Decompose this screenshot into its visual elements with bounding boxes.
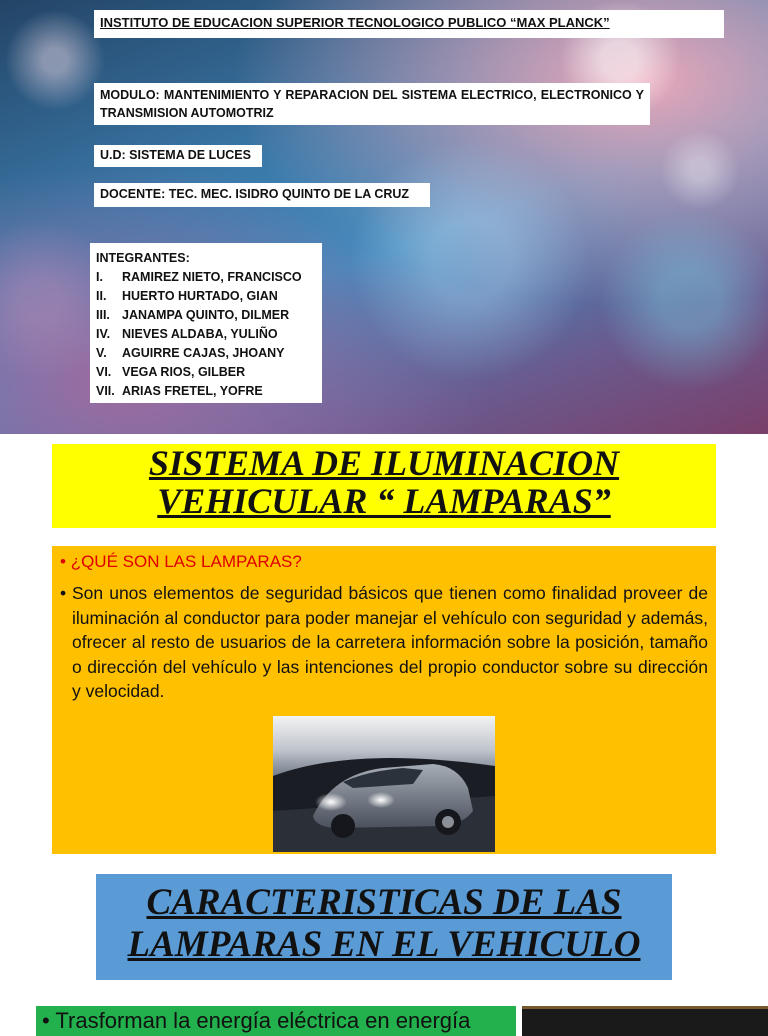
integrante-item	[96, 287, 316, 306]
integrante-item	[96, 363, 316, 382]
integrante-num: V.	[96, 346, 107, 360]
lamparas-title-line2: VEHICULAR “ LAMPARAS”	[157, 481, 611, 521]
docente-text: DOCENTE: TEC. MEC. ISIDRO QUINTO DE LA CRUZ	[94, 183, 430, 207]
integrante-num: IV.	[96, 327, 111, 341]
lamparas-title-line1: SISTEMA DE ILUMINACION	[148, 443, 620, 483]
caracteristica-bullet-box	[36, 1006, 516, 1036]
car-headlights-photo	[273, 716, 495, 852]
integrante-name: VEGA RIOS, GILBER	[122, 365, 246, 379]
integrante-num: II.	[96, 289, 107, 303]
integrante-name: RAMIREZ NIETO, FRANCISCO	[122, 270, 302, 284]
integrantes-label: INTEGRANTES:	[96, 251, 190, 265]
question-bullet	[60, 552, 302, 572]
caracteristica-bullet-text: • Trasforman la energía eléctrica en energía	[42, 1008, 471, 1033]
integrante-item	[96, 325, 316, 344]
car-illustration	[273, 716, 495, 852]
institute-title-box	[94, 10, 724, 38]
modulo-text: MODULO: MANTENIMIENTO Y REPARACION DEL SISTEMA ELECTRICO, ELECTRONICO Y TRANSMISION AUTOMOTRIZ	[94, 83, 650, 125]
bullet-icon: •	[60, 552, 66, 571]
integrante-name: NIEVES ALDABA, YULIÑO	[122, 327, 278, 341]
ud-text: U.D: SISTEMA DE LUCES	[94, 145, 262, 167]
integrante-item	[96, 268, 316, 287]
lamp-photo	[522, 1006, 768, 1036]
question-text: ¿QUÉ SON LAS LAMPARAS?	[70, 552, 302, 571]
institute-title: INSTITUTO DE EDUCACION SUPERIOR TECNOLOGICO PUBLICO “MAX PLANCK”	[100, 15, 610, 30]
definition-box	[52, 546, 716, 854]
integrante-num: I.	[96, 270, 103, 284]
title-slide	[0, 0, 768, 434]
integrante-item	[96, 306, 316, 325]
integrante-item	[96, 382, 316, 401]
integrante-num: III.	[96, 308, 110, 322]
integrantes-box	[90, 243, 322, 403]
integrante-name: ARIAS FRETEL, YOFRE	[122, 384, 263, 398]
integrante-item	[96, 344, 316, 363]
integrante-num: VII.	[96, 384, 115, 398]
answer-bullet	[60, 581, 708, 704]
integrante-name: HUERTO HURTADO, GIAN	[122, 289, 278, 303]
integrante-num: VI.	[96, 365, 112, 379]
caracteristicas-title-line2: LAMPARAS EN EL VEHICULO	[127, 924, 641, 965]
bullet-icon: •	[60, 583, 67, 603]
answer-text: Son unos elementos de seguridad básicos que tienen como finalidad proveer de iluminación al conductor para poder manejar el vehículo con seguridad y además, ofrecer al resto de usuarios de la carretera información sobre la posición, tamaño o dirección del vehículo y las intenciones del propio conductor sobre su dirección y velocidad.	[72, 583, 708, 701]
caracteristicas-title-line1: CARACTERISTICAS DE LAS	[146, 882, 622, 923]
integrante-name: AGUIRRE CAJAS, JHOANY	[122, 346, 285, 360]
lamparas-title-box	[52, 444, 716, 528]
integrante-name: JANAMPA QUINTO, DILMER	[122, 308, 290, 322]
caracteristicas-title-box	[96, 874, 672, 980]
